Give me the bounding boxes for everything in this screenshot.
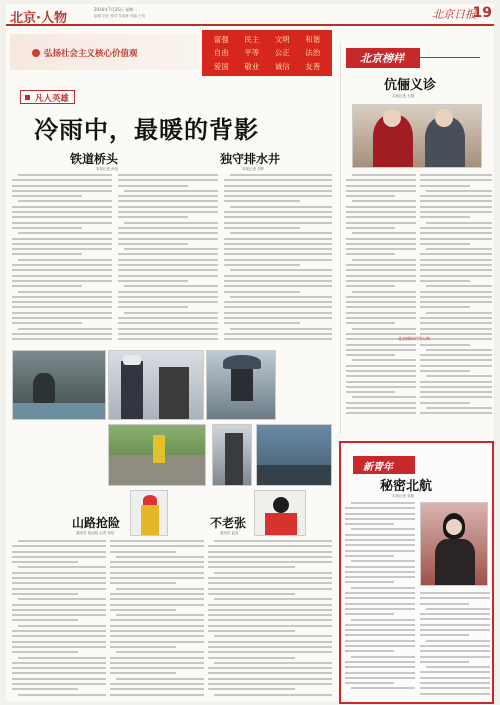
rescue-rain-photo [12, 350, 106, 420]
byline-drain: 本报记者 刘菲 [242, 167, 265, 171]
column-tag-new-youth: 新青年 [353, 456, 415, 474]
newspaper-page [6, 4, 494, 701]
subhead-old-zhang: 不老张 [210, 516, 247, 530]
article-column [12, 174, 112, 342]
drain-well-photo [206, 350, 276, 420]
section-title: 北京·人物 [10, 11, 67, 26]
value-word: 文明 [274, 35, 290, 44]
subhead-mountain: 山路抢险 [72, 516, 121, 530]
byline-old-zhang: 通讯员 赵炎 [220, 531, 239, 535]
student-portrait-photo [420, 502, 488, 586]
value-word: 诚信 [274, 61, 290, 71]
value-word: 和谐 [305, 35, 321, 44]
newspaper-logo: 北京日报 [432, 8, 476, 21]
couple-doctors-photo [352, 104, 482, 168]
role-model-title: 伉俪义诊 [384, 78, 437, 93]
value-word: 民主 [244, 35, 260, 44]
value-word: 自由 [213, 48, 229, 58]
article-column [224, 174, 332, 342]
elderly-man-rain-photo [212, 424, 252, 486]
subhead-drain: 独守排水井 [220, 152, 281, 166]
article-column [345, 502, 415, 700]
masthead [6, 4, 494, 26]
slogan-text: 弘扬社会主义核心价值观 [44, 49, 138, 59]
article-column [110, 540, 204, 700]
column-tag-heroes: 凡人英雄 [20, 90, 75, 104]
slogan-dot-icon [32, 49, 40, 57]
column-divider [340, 44, 341, 434]
editor-meta: 编辑 刘佳 校对 张鸿雁 美编 王明 [94, 14, 146, 18]
worker-helmet-photo [130, 490, 168, 536]
article-column [12, 540, 106, 700]
column-tag-role-model: 北京榜样 [346, 48, 420, 68]
article-column [208, 540, 332, 700]
new-youth-byline: 本报记者 邹艳 [392, 494, 415, 498]
core-values-grid [202, 30, 332, 76]
values-banner [10, 30, 332, 76]
police-officers-photo [108, 350, 204, 420]
article-column [420, 174, 492, 426]
page-number: 19 [472, 5, 492, 21]
byline-mountain: 通讯员 张远明 记者 刘佳 [76, 531, 115, 535]
value-word: 法治 [305, 48, 321, 58]
article-column [118, 174, 218, 342]
value-word: 公正 [274, 48, 290, 58]
main-headline: 冷雨中，最暖的背影 [34, 116, 259, 144]
issue-date: 2016年7月25日 星期一 [94, 7, 138, 12]
old-zhang-portrait [254, 490, 306, 536]
weekly-list-heading: 北京榜样周榜人物 [398, 336, 430, 341]
role-model-byline: 本报记者 王晓 [392, 94, 415, 98]
value-word: 敬业 [244, 61, 260, 71]
night-street-photo [256, 424, 332, 486]
new-youth-title: 秘密北航 [380, 479, 433, 494]
article-column [420, 592, 490, 700]
article-column [346, 174, 416, 426]
mountain-road-photo [108, 424, 206, 486]
value-word: 平等 [244, 48, 260, 58]
subhead-railway: 铁道桥头 [70, 152, 119, 166]
value-word: 爱国 [213, 61, 229, 71]
byline-railway: 本报记者 孙莹 [96, 167, 119, 171]
value-word: 友善 [305, 61, 321, 71]
value-word: 富强 [213, 35, 229, 44]
